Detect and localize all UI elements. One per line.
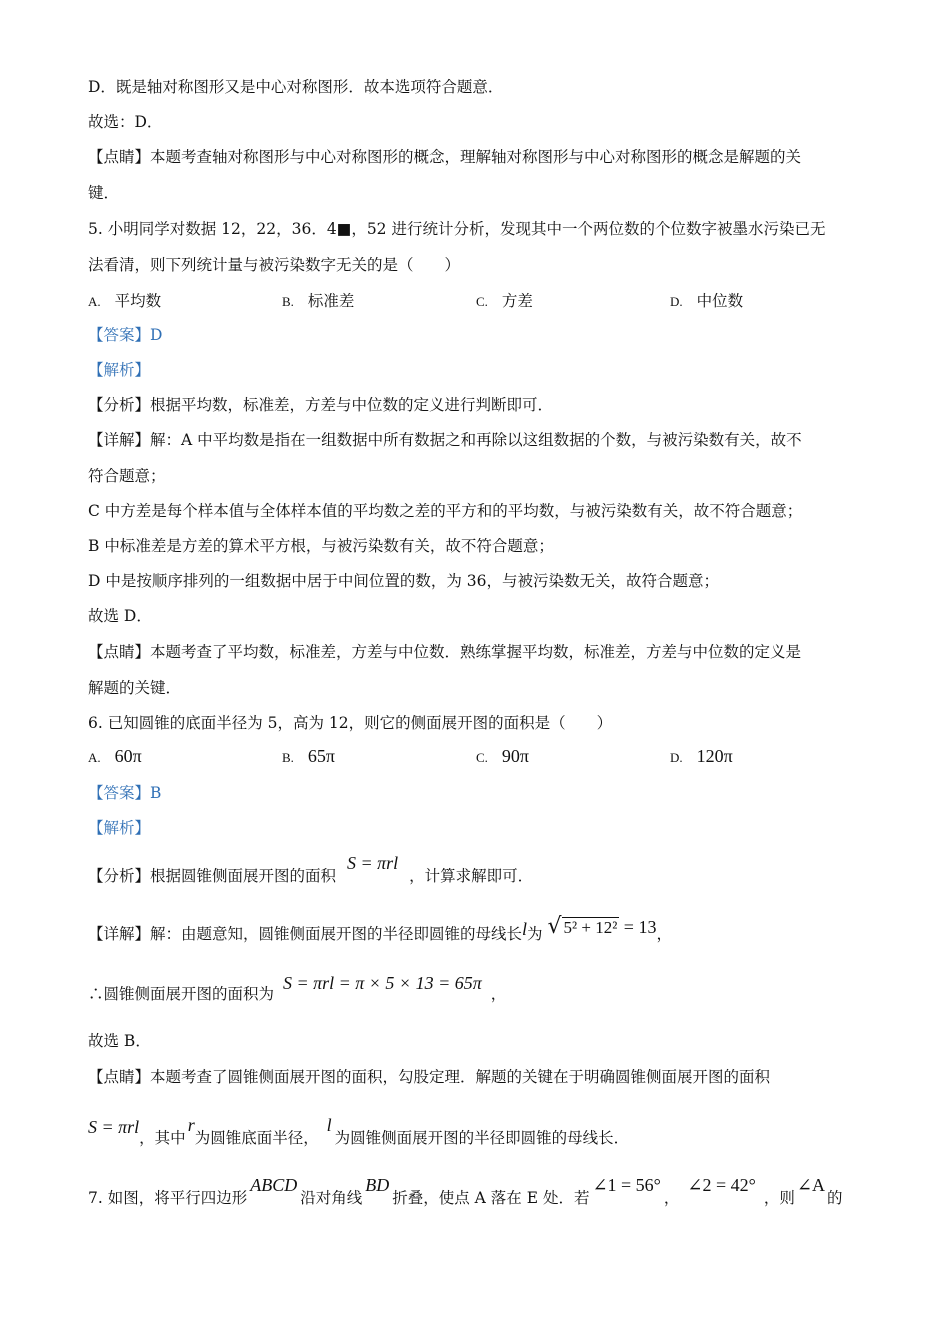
remark-line: S = πrl，其中r为圆锥底面半径， l为圆锥侧面展开图的半径即圆锥的母线长． xyxy=(88,1115,630,1147)
detail-line: B 中标准差是方差的算术平方根，与被污染数有关，故不符合题意； xyxy=(88,537,554,555)
analysis-line: 【分析】根据平均数，标准差，方差与中位数的定义进行判断即可． xyxy=(88,396,554,414)
text-line: 故选：D． xyxy=(88,113,163,131)
analysis-line: 【分析】根据圆锥侧面展开图的面积 S = πrl ，计算求解即可． xyxy=(88,853,534,885)
choice-line: 故选 B． xyxy=(88,1032,151,1050)
parallelogram-abcd: ABCD xyxy=(250,1175,298,1195)
answer-label: 【答案】D xyxy=(88,326,163,344)
detail-line: 【详解】解：A 中平均数是指在一组数据中所有数据之和再除以这组数据的个数，与被污染数有关，故不 xyxy=(88,431,802,449)
area-formula: S = πrl xyxy=(346,853,399,873)
question-5: 5. 小明同学对数据 12，22，36．4■，52 进行统计分析，发现其中一个两位数的个位数字被墨水污染已无 xyxy=(88,220,826,238)
sqrt-expression: √ 5² + 12² xyxy=(547,914,618,939)
question-5-cont: 法看清，则下列统计量与被污染数字无关的是（ ） xyxy=(88,256,461,274)
detail-line: D 中是按顺序排列的一组数据中居于中间位置的数，为 36，与被污染数无关，故符合题意； xyxy=(88,572,720,590)
option-d: D. 中位数 xyxy=(670,292,744,310)
answer-label: 【答案】B xyxy=(88,784,162,802)
analysis-label: 【解析】 xyxy=(88,819,151,837)
text-line: D．既是轴对称图形又是中心对称图形．故本选项符合题意． xyxy=(88,78,504,96)
question-6: 6. 已知圆锥的底面半径为 5，高为 12，则它的侧面展开图的面积是（ ） xyxy=(88,714,613,732)
diagonal-bd: BD xyxy=(365,1175,390,1195)
remark-line: 【点睛】本题考查了平均数，标准差，方差与中位数．熟练掌握平均数，标准差，方差与中位数的定义是 xyxy=(88,643,802,661)
option-c: C. 方差 xyxy=(476,292,533,310)
text-line: 键． xyxy=(88,184,120,202)
detail-line: C 中方差是每个样本值与全体样本值的平均数之差的平方和的平均数，与被污染数有关，故不符合题意； xyxy=(88,502,803,520)
detail-line: 符合题意； xyxy=(88,467,166,485)
option-b: B. 65π xyxy=(282,746,336,766)
var-r: r xyxy=(187,1115,195,1135)
option-a: A. 平均数 xyxy=(88,292,162,310)
option-a: A. 60π xyxy=(88,746,142,766)
analysis-label: 【解析】 xyxy=(88,361,151,379)
angle-1: ∠1 = 56° xyxy=(592,1175,661,1195)
solution-line: ∴圆锥侧面展开图的面积为 S = πrl = π × 5 × 13 = 65π ， xyxy=(88,973,507,1003)
angle-a: ∠A xyxy=(796,1175,825,1195)
area-calculation: S = πrl = π × 5 × 13 = 65π xyxy=(282,973,482,993)
angle-2: ∠2 = 42° xyxy=(687,1175,756,1195)
area-formula: S = πrl xyxy=(88,1117,140,1137)
detail-line: 【详解】解：由题意知，圆锥侧面展开图的半径即圆锥的母线长l为 √ 5² + 12² = 13， xyxy=(88,914,672,943)
option-b: B. 标准差 xyxy=(282,292,355,310)
var-l: l xyxy=(326,1115,332,1135)
remark-line: 解题的关键． xyxy=(88,679,182,697)
remark-line: 【点睛】本题考查轴对称图形与中心对称图形的概念，理解轴对称图形与中心对称图形的概念是解题的关 xyxy=(88,148,802,166)
option-c: C. 90π xyxy=(476,746,530,766)
choice-line: 故选 D． xyxy=(88,607,152,625)
remark-line: 【点睛】本题考查了圆锥侧面展开图的面积，勾股定理．解题的关键在于明确圆锥侧面展开图的面积 xyxy=(88,1068,771,1086)
var-l: l xyxy=(522,919,528,939)
option-d: D. 120π xyxy=(670,746,733,766)
question-7: 7. 如图，将平行四边形ABCD沿对角线BD折叠，使点 A 落在 E 处．若∠1 = 56°，∠2 = 42°，则∠A的 xyxy=(88,1175,843,1207)
